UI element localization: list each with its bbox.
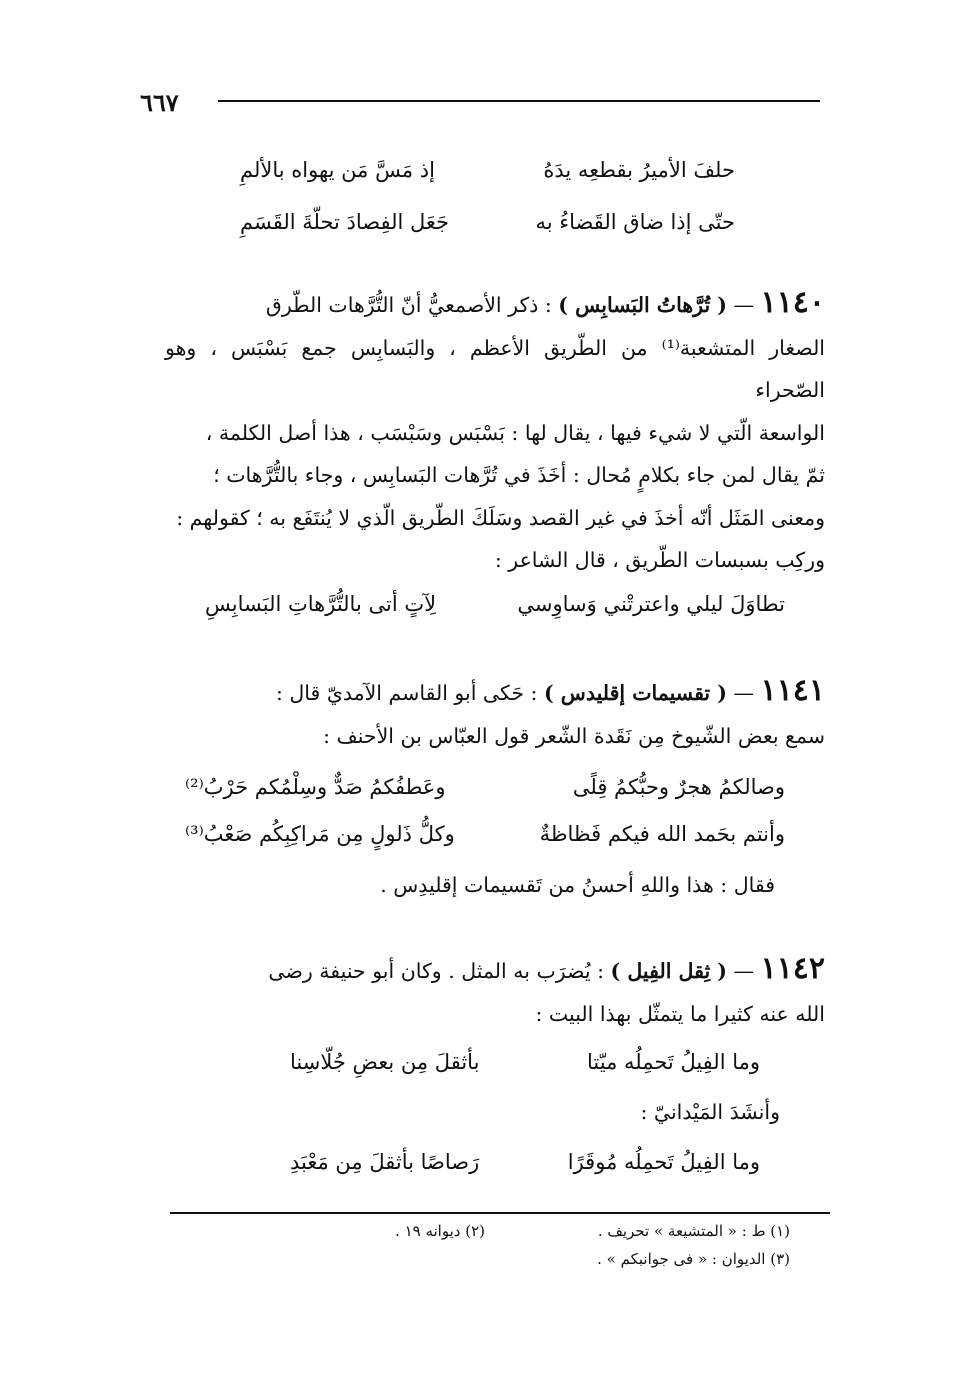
- footnote-2: (٢) ديوانه ١٩ .: [395, 1222, 485, 1240]
- verse-hemistich-first: حلفَ الأميرُ بقطعِه يدَهُ: [543, 158, 735, 182]
- verse-hemistich-second: وعَطفُكمُ صَدٌّ وسِلْمُكم حَرْبُ⁽²⁾: [185, 775, 446, 799]
- verse-hemistich-second: بأثقلَ مِن بعضِ جُلّاسِنا: [290, 1050, 480, 1074]
- closing-line: فقال : هذا واللهِ أحسنُ من تَقسيمات إقليدِس .: [380, 873, 775, 897]
- entry-heading-line: ١١٤٠ — ( تُرَّهاتُ البَسابِس ) : ذكر الأصمعيُّ أنّ التُّرَّهات الطّرق: [265, 285, 825, 320]
- body-line: الواسعة الّتي لا شيء فيها ، يقال لها : بَسْبَس وسَبْسَب ، هذا أصل الكلمة ،: [205, 420, 825, 445]
- entry-title: ( تُرَّهاتُ البَسابِس ): [558, 293, 727, 317]
- entry-1142: [165, 948, 825, 1035]
- entry-number: ١١٤٢: [760, 951, 825, 986]
- verse-hemistich-first: تطاوَلَ ليلي واعترتْني وَساوِسي: [517, 592, 785, 616]
- body-line: ومعنى المَثَل أنّه أخذَ في غير القصد وسَلَكَ الطّريق الّذي لا يُنتَفَع به ؛ كقولهم :: [176, 505, 825, 530]
- footnote-3: (٣) الديوان : « فى جوانبكم » .: [597, 1250, 790, 1268]
- verse-hemistich-second: وكلُّ ذَلولٍ مِن مَراكِبِكُم صَعْبُ⁽³⁾: [185, 822, 455, 846]
- page-number: ٦٦٧: [140, 88, 179, 117]
- verse-hemistich-first: وأنتم بحَمد الله فيكم فَظاظةٌ: [539, 822, 785, 846]
- entry-1140: [165, 282, 825, 582]
- footnote-rule: [170, 1212, 830, 1214]
- verse-hemistich-first: وما الفِيلُ تَحمِلُه مُوقَرًا: [567, 1150, 760, 1174]
- footnote-1: (١) ط : « المتشيعة » تحريف .: [597, 1222, 790, 1240]
- body-line: الله عنه كثيرا ما يتمثّل بهذا البيت :: [535, 1001, 825, 1026]
- body-line: ثمّ يقال لمن جاء بكلامٍ مُحال : أخَذَ في تُرَّهات البَسابِس ، وجاء بالتُّرَّهات ؛: [213, 463, 825, 487]
- body-line: الصغار المتشعبة⁽¹⁾ من الطّريق الأعظم ، والبَسابِس جمع بَسْبَس ، وهو الصّحراء: [165, 335, 826, 402]
- verse-hemistich-second: إذ مَسَّ مَن يهواه بالألمِ: [240, 158, 435, 182]
- entry-heading-line: ١١٤٢ — ( ثِقل الفِيل ) : يُضرَب به المثل . وكان أبو حنيفة رضى: [268, 951, 825, 986]
- verse-hemistich-first: حتّى إذا ضاق القَضاءُ به: [535, 210, 735, 234]
- body-line: وركِب بسبسات الطّريق ، قال الشاعر :: [494, 548, 825, 572]
- verse-hemistich-first: وما الفِيلُ تَحمِلُه ميّتا: [587, 1050, 760, 1074]
- entry-title: ( ثِقل الفِيل ): [610, 959, 727, 983]
- page-header: [140, 88, 820, 118]
- entry-number: ١١٤١: [760, 673, 825, 708]
- body-line: سمع بعض الشّيوخ مِن نَقَدة الشّعر قول العبّاس بن الأحنف :: [323, 723, 825, 748]
- entry-title: ( تقسيمات إقليدس ): [543, 681, 727, 705]
- body-line: ذكر الأصمعيُّ أنّ التُّرَّهات الطّرق: [265, 293, 539, 317]
- verse-hemistich-second: لِآتٍ أتى بالتُّرَّهاتِ البَسابِسِ: [205, 592, 437, 616]
- entry-number: ١١٤٠: [760, 285, 825, 320]
- verse-hemistich-first: وصالكمُ هجرٌ وحبُّكمُ قِلًى: [572, 775, 785, 799]
- body-line: يُضرَب به المثل . وكان أبو حنيفة رضى: [268, 959, 591, 983]
- verse-hemistich-second: رَصاصًا بأثقلَ مِن مَعْبَدِ: [290, 1150, 480, 1174]
- verse-intro: وأنشَدَ المَيْدانيّ :: [640, 1100, 780, 1124]
- verse-hemistich-second: جَعَل الفِصادَ تحلّةَ القَسَمِ: [240, 210, 450, 234]
- entry-1141: [165, 670, 825, 757]
- entry-heading-line: ١١٤١ — ( تقسيمات إقليدس ) : حَكى أبو القاسم الآمديّ قال :: [275, 673, 825, 708]
- header-rule: [218, 100, 820, 102]
- body-line: حَكى أبو القاسم الآمديّ قال :: [275, 681, 524, 705]
